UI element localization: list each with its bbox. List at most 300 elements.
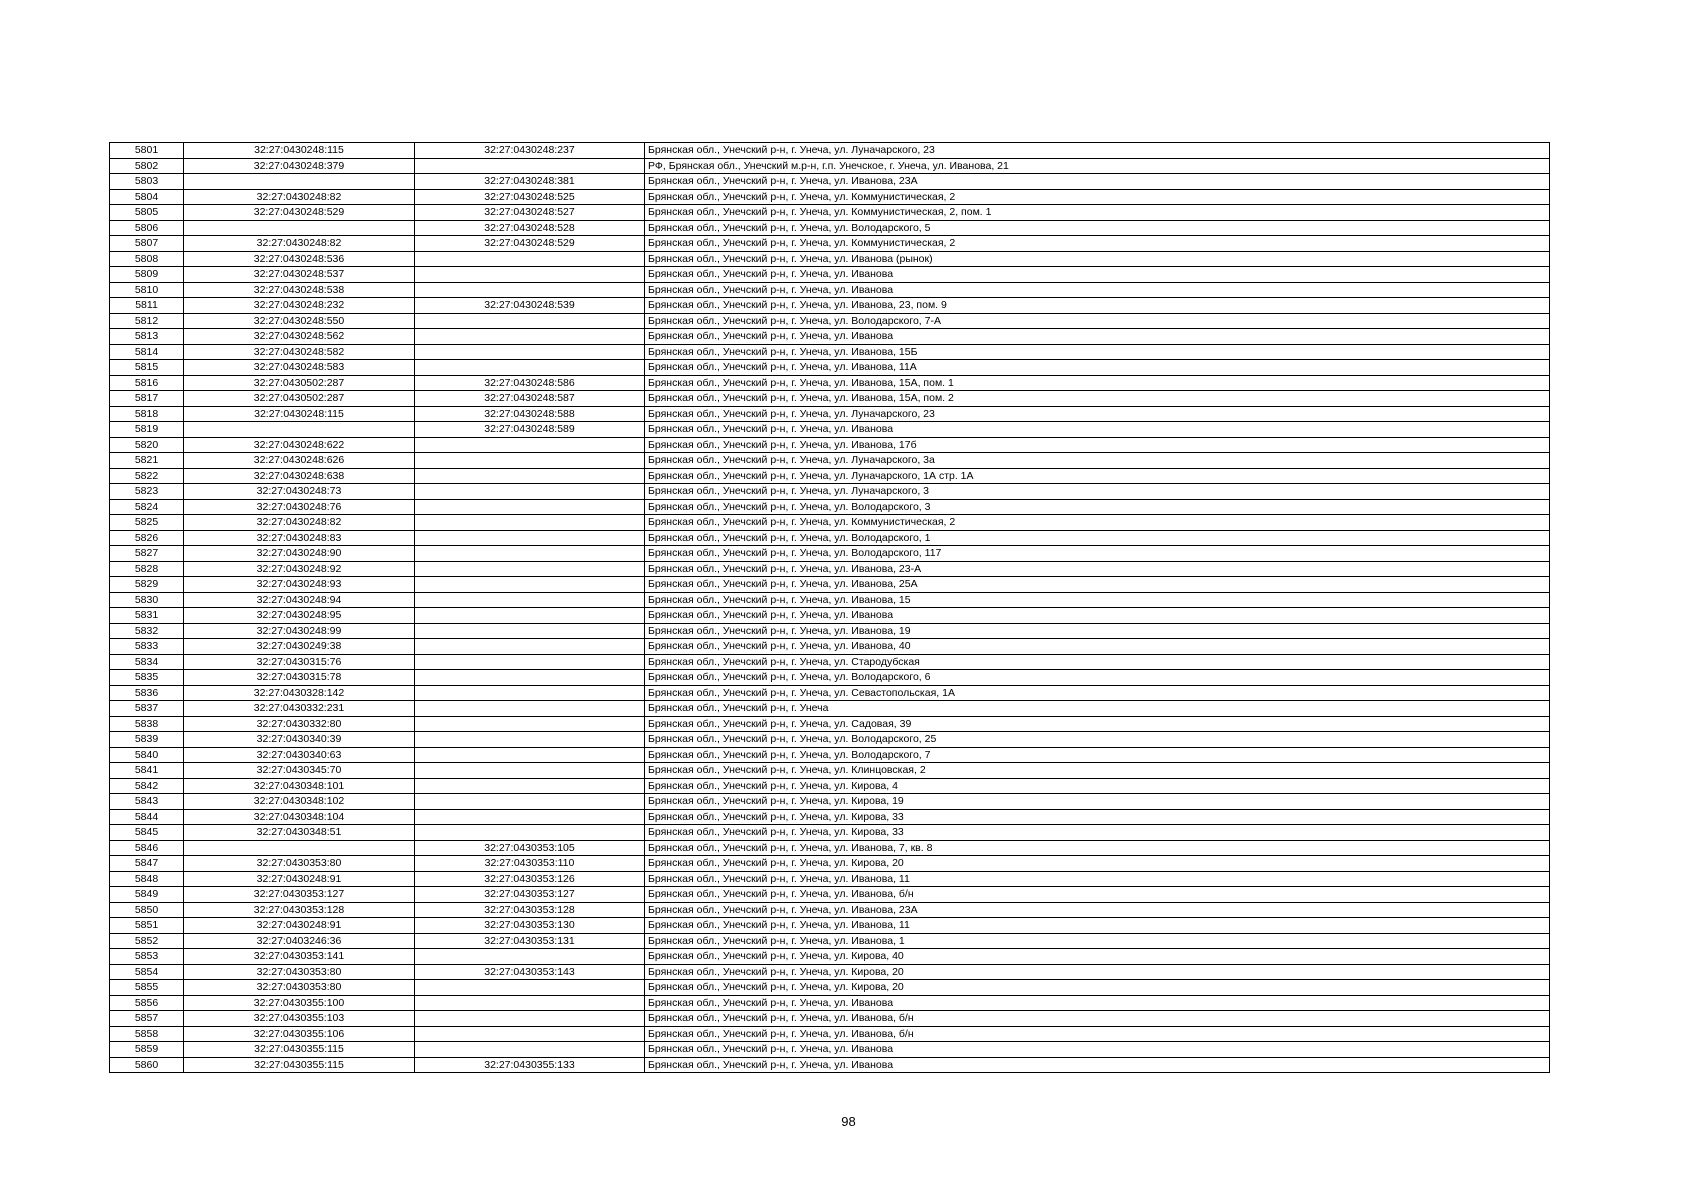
cadastral-number-cell: 32:27:0430248:82	[184, 515, 415, 531]
row-number-cell: 5815	[110, 360, 184, 376]
related-cadastral-number-cell: 32:27:0430248:529	[415, 236, 645, 252]
table-row	[110, 1042, 1550, 1058]
related-cadastral-number-cell	[415, 158, 645, 174]
table-row	[110, 298, 1550, 314]
related-cadastral-number-cell: 32:27:0430355:133	[415, 1057, 645, 1073]
cadastral-number-cell	[184, 174, 415, 190]
table-row	[110, 639, 1550, 655]
cadastral-number-cell: 32:27:0403246:36	[184, 933, 415, 949]
address-cell: Брянская обл., Унечский р-н, г. Унеча, ул. Иванова, б/н	[645, 1011, 1550, 1027]
address-cell: Брянская обл., Унечский р-н, г. Унеча, ул. Иванова, б/н	[645, 887, 1550, 903]
row-number-cell: 5823	[110, 484, 184, 500]
cadastral-number-cell: 32:27:0430248:115	[184, 143, 415, 159]
address-cell: Брянская обл., Унечский р-н, г. Унеча, ул. Володарского, 25	[645, 732, 1550, 748]
cadastral-number-cell: 32:27:0430348:51	[184, 825, 415, 841]
cadastral-number-cell: 32:27:0430340:63	[184, 747, 415, 763]
row-number-cell: 5842	[110, 778, 184, 794]
table-row	[110, 747, 1550, 763]
row-number-cell: 5849	[110, 887, 184, 903]
related-cadastral-number-cell	[415, 1011, 645, 1027]
row-number-cell: 5825	[110, 515, 184, 531]
address-cell: Брянская обл., Унечский р-н, г. Унеча, ул. Иванова, 15А, пом. 2	[645, 391, 1550, 407]
address-cell: Брянская обл., Унечский р-н, г. Унеча, ул. Севастопольская, 1А	[645, 685, 1550, 701]
table-row	[110, 205, 1550, 221]
row-number-cell: 5831	[110, 608, 184, 624]
address-cell: Брянская обл., Унечский р-н, г. Унеча, ул. Володарского, 117	[645, 546, 1550, 562]
table-row	[110, 499, 1550, 515]
cadastral-number-cell: 32:27:0430353:80	[184, 964, 415, 980]
cadastral-number-cell: 32:27:0430502:287	[184, 391, 415, 407]
cadastral-number-cell: 32:27:0430248:537	[184, 267, 415, 283]
table-row	[110, 329, 1550, 345]
related-cadastral-number-cell	[415, 980, 645, 996]
row-number-cell: 5824	[110, 499, 184, 515]
related-cadastral-number-cell: 32:27:0430248:525	[415, 189, 645, 205]
row-number-cell: 5809	[110, 267, 184, 283]
address-cell: Брянская обл., Унечский р-н, г. Унеча, ул. Иванова, 25А	[645, 577, 1550, 593]
table-row	[110, 871, 1550, 887]
cadastral-number-cell: 32:27:0430248:91	[184, 918, 415, 934]
address-cell: Брянская обл., Унечский р-н, г. Унеча, ул. Иванова, 23А	[645, 902, 1550, 918]
cadastral-number-cell: 32:27:0430348:104	[184, 809, 415, 825]
registry-table	[109, 142, 1550, 1073]
related-cadastral-number-cell	[415, 701, 645, 717]
cadastral-number-cell: 32:27:0430248:76	[184, 499, 415, 515]
address-cell: Брянская обл., Унечский р-н, г. Унеча, ул. Володарского, 7	[645, 747, 1550, 763]
table-row	[110, 189, 1550, 205]
table-row	[110, 251, 1550, 267]
related-cadastral-number-cell	[415, 670, 645, 686]
table-row	[110, 794, 1550, 810]
table-row	[110, 530, 1550, 546]
related-cadastral-number-cell	[415, 329, 645, 345]
address-cell: Брянская обл., Унечский р-н, г. Унеча, ул. Иванова (рынок)	[645, 251, 1550, 267]
table-row	[110, 608, 1550, 624]
cadastral-number-cell: 32:27:0430248:82	[184, 189, 415, 205]
row-number-cell: 5850	[110, 902, 184, 918]
row-number-cell: 5841	[110, 763, 184, 779]
address-cell: Брянская обл., Унечский р-н, г. Унеча, ул. Иванова, 11А	[645, 360, 1550, 376]
address-cell: Брянская обл., Унечский р-н, г. Унеча, ул. Иванова	[645, 1042, 1550, 1058]
related-cadastral-number-cell: 32:27:0430248:527	[415, 205, 645, 221]
address-cell: Брянская обл., Унечский р-н, г. Унеча, ул. Кирова, 33	[645, 825, 1550, 841]
cadastral-number-cell: 32:27:0430345:70	[184, 763, 415, 779]
cadastral-number-cell: 32:27:0430248:99	[184, 623, 415, 639]
address-cell: Брянская обл., Унечский р-н, г. Унеча, ул. Иванова, 40	[645, 639, 1550, 655]
related-cadastral-number-cell: 32:27:0430248:528	[415, 220, 645, 236]
table-row	[110, 623, 1550, 639]
cadastral-number-cell: 32:27:0430248:379	[184, 158, 415, 174]
table-row	[110, 809, 1550, 825]
cadastral-number-cell: 32:27:0430315:76	[184, 654, 415, 670]
row-number-cell: 5828	[110, 561, 184, 577]
cadastral-number-cell: 32:27:0430248:638	[184, 468, 415, 484]
address-cell: Брянская обл., Унечский р-н, г. Унеча, ул. Луначарского, 3а	[645, 453, 1550, 469]
related-cadastral-number-cell	[415, 251, 645, 267]
table-row	[110, 685, 1550, 701]
cadastral-number-cell: 32:27:0430248:626	[184, 453, 415, 469]
related-cadastral-number-cell	[415, 561, 645, 577]
table-row	[110, 468, 1550, 484]
cadastral-number-cell: 32:27:0430355:106	[184, 1026, 415, 1042]
row-number-cell: 5845	[110, 825, 184, 841]
table-row	[110, 964, 1550, 980]
related-cadastral-number-cell	[415, 313, 645, 329]
row-number-cell: 5854	[110, 964, 184, 980]
related-cadastral-number-cell: 32:27:0430248:586	[415, 375, 645, 391]
cadastral-number-cell: 32:27:0430355:115	[184, 1042, 415, 1058]
table-row	[110, 360, 1550, 376]
table-row	[110, 174, 1550, 190]
related-cadastral-number-cell	[415, 794, 645, 810]
related-cadastral-number-cell	[415, 763, 645, 779]
table-row	[110, 313, 1550, 329]
row-number-cell: 5839	[110, 732, 184, 748]
table-row	[110, 267, 1550, 283]
row-number-cell: 5851	[110, 918, 184, 934]
cadastral-number-cell: 32:27:0430355:100	[184, 995, 415, 1011]
related-cadastral-number-cell	[415, 1042, 645, 1058]
row-number-cell: 5834	[110, 654, 184, 670]
table-row	[110, 654, 1550, 670]
table-row	[110, 592, 1550, 608]
table-row	[110, 1026, 1550, 1042]
row-number-cell: 5804	[110, 189, 184, 205]
table-row	[110, 980, 1550, 996]
table-row	[110, 437, 1550, 453]
table-row	[110, 515, 1550, 531]
row-number-cell: 5848	[110, 871, 184, 887]
related-cadastral-number-cell: 32:27:0430353:128	[415, 902, 645, 918]
address-cell: Брянская обл., Унечский р-н, г. Унеча, ул. Иванова, 23А	[645, 174, 1550, 190]
cadastral-number-cell: 32:27:0430348:101	[184, 778, 415, 794]
row-number-cell: 5843	[110, 794, 184, 810]
row-number-cell: 5810	[110, 282, 184, 298]
table-row	[110, 716, 1550, 732]
related-cadastral-number-cell: 32:27:0430248:237	[415, 143, 645, 159]
cadastral-number-cell: 32:27:0430249:38	[184, 639, 415, 655]
cadastral-number-cell	[184, 840, 415, 856]
related-cadastral-number-cell	[415, 592, 645, 608]
address-cell: Брянская обл., Унечский р-н, г. Унеча, ул. Иванова, 23, пом. 9	[645, 298, 1550, 314]
related-cadastral-number-cell	[415, 1026, 645, 1042]
cadastral-number-cell	[184, 220, 415, 236]
related-cadastral-number-cell	[415, 778, 645, 794]
cadastral-number-cell: 32:27:0430248:550	[184, 313, 415, 329]
table-row	[110, 840, 1550, 856]
address-cell: Брянская обл., Унечский р-н, г. Унеча, ул. Иванова, 15	[645, 592, 1550, 608]
related-cadastral-number-cell	[415, 608, 645, 624]
table-row	[110, 1057, 1550, 1073]
related-cadastral-number-cell	[415, 685, 645, 701]
row-number-cell: 5819	[110, 422, 184, 438]
row-number-cell: 5833	[110, 639, 184, 655]
address-cell: Брянская обл., Унечский р-н, г. Унеча, ул. Иванова, 15А, пом. 1	[645, 375, 1550, 391]
table-row	[110, 887, 1550, 903]
cadastral-number-cell: 32:27:0430248:91	[184, 871, 415, 887]
address-cell: Брянская обл., Унечский р-н, г. Унеча, ул. Кирова, 4	[645, 778, 1550, 794]
address-cell: Брянская обл., Унечский р-н, г. Унеча, ул. Иванова, 1	[645, 933, 1550, 949]
row-number-cell: 5830	[110, 592, 184, 608]
cadastral-number-cell: 32:27:0430353:141	[184, 949, 415, 965]
related-cadastral-number-cell	[415, 546, 645, 562]
address-cell: Брянская обл., Унечский р-н, г. Унеча, ул. Коммунистическая, 2	[645, 189, 1550, 205]
table-row	[110, 670, 1550, 686]
related-cadastral-number-cell: 32:27:0430248:589	[415, 422, 645, 438]
table-row	[110, 561, 1550, 577]
cadastral-number-cell: 32:27:0430328:142	[184, 685, 415, 701]
address-cell: Брянская обл., Унечский р-н, г. Унеча	[645, 701, 1550, 717]
row-number-cell: 5814	[110, 344, 184, 360]
related-cadastral-number-cell: 32:27:0430353:105	[415, 840, 645, 856]
table-row	[110, 282, 1550, 298]
registry-table-body	[110, 143, 1550, 1073]
related-cadastral-number-cell	[415, 282, 645, 298]
cadastral-number-cell: 32:27:0430348:102	[184, 794, 415, 810]
address-cell: РФ, Брянская обл., Унечский м.р-н, г.п. Унечское, г. Унеча, ул. Иванова, 21	[645, 158, 1550, 174]
address-cell: Брянская обл., Унечский р-н, г. Унеча, ул. Иванова	[645, 267, 1550, 283]
address-cell: Брянская обл., Унечский р-н, г. Унеча, ул. Луначарского, 23	[645, 143, 1550, 159]
table-row	[110, 995, 1550, 1011]
related-cadastral-number-cell: 32:27:0430353:131	[415, 933, 645, 949]
cadastral-number-cell: 32:27:0430353:127	[184, 887, 415, 903]
cadastral-number-cell: 32:27:0430248:622	[184, 437, 415, 453]
row-number-cell: 5835	[110, 670, 184, 686]
row-number-cell: 5808	[110, 251, 184, 267]
address-cell: Брянская обл., Унечский р-н, г. Унеча, ул. Иванова	[645, 608, 1550, 624]
table-row	[110, 856, 1550, 872]
address-cell: Брянская обл., Унечский р-н, г. Унеча, ул. Иванова, 11	[645, 918, 1550, 934]
related-cadastral-number-cell: 32:27:0430248:539	[415, 298, 645, 314]
related-cadastral-number-cell: 32:27:0430248:381	[415, 174, 645, 190]
address-cell: Брянская обл., Унечский р-н, г. Унеча, ул. Иванова	[645, 282, 1550, 298]
table-row	[110, 375, 1550, 391]
related-cadastral-number-cell	[415, 437, 645, 453]
row-number-cell: 5844	[110, 809, 184, 825]
row-number-cell: 5857	[110, 1011, 184, 1027]
related-cadastral-number-cell	[415, 360, 645, 376]
table-row	[110, 236, 1550, 252]
table-row	[110, 422, 1550, 438]
table-row	[110, 918, 1550, 934]
related-cadastral-number-cell	[415, 639, 645, 655]
related-cadastral-number-cell	[415, 530, 645, 546]
row-number-cell: 5801	[110, 143, 184, 159]
cadastral-number-cell: 32:27:0430248:82	[184, 236, 415, 252]
related-cadastral-number-cell	[415, 267, 645, 283]
related-cadastral-number-cell	[415, 825, 645, 841]
related-cadastral-number-cell: 32:27:0430353:143	[415, 964, 645, 980]
address-cell: Брянская обл., Унечский р-н, г. Унеча, ул. Кирова, 40	[645, 949, 1550, 965]
cadastral-number-cell: 32:27:0430502:287	[184, 375, 415, 391]
address-cell: Брянская обл., Унечский р-н, г. Унеча, ул. Иванова, 19	[645, 623, 1550, 639]
related-cadastral-number-cell	[415, 747, 645, 763]
related-cadastral-number-cell	[415, 484, 645, 500]
table-row	[110, 577, 1550, 593]
related-cadastral-number-cell	[415, 623, 645, 639]
cadastral-number-cell: 32:27:0430248:529	[184, 205, 415, 221]
table-row	[110, 391, 1550, 407]
row-number-cell: 5858	[110, 1026, 184, 1042]
row-number-cell: 5837	[110, 701, 184, 717]
row-number-cell: 5813	[110, 329, 184, 345]
row-number-cell: 5855	[110, 980, 184, 996]
row-number-cell: 5818	[110, 406, 184, 422]
table-row	[110, 763, 1550, 779]
related-cadastral-number-cell: 32:27:0430353:127	[415, 887, 645, 903]
table-row	[110, 732, 1550, 748]
table-row	[110, 546, 1550, 562]
cadastral-number-cell: 32:27:0430248:92	[184, 561, 415, 577]
cadastral-number-cell: 32:27:0430315:78	[184, 670, 415, 686]
address-cell: Брянская обл., Унечский р-н, г. Унеча, ул. Кирова, 33	[645, 809, 1550, 825]
address-cell: Брянская обл., Унечский р-н, г. Унеча, ул. Володарского, 1	[645, 530, 1550, 546]
row-number-cell: 5847	[110, 856, 184, 872]
table-row	[110, 143, 1550, 159]
address-cell: Брянская обл., Унечский р-н, г. Унеча, ул. Иванова, б/н	[645, 1026, 1550, 1042]
cadastral-number-cell: 32:27:0430248:95	[184, 608, 415, 624]
row-number-cell: 5840	[110, 747, 184, 763]
row-number-cell: 5807	[110, 236, 184, 252]
row-number-cell: 5811	[110, 298, 184, 314]
address-cell: Брянская обл., Унечский р-н, г. Унеча, ул. Коммунистическая, 2	[645, 236, 1550, 252]
address-cell: Брянская обл., Унечский р-н, г. Унеча, ул. Володарского, 5	[645, 220, 1550, 236]
row-number-cell: 5821	[110, 453, 184, 469]
table-row	[110, 825, 1550, 841]
row-number-cell: 5817	[110, 391, 184, 407]
address-cell: Брянская обл., Унечский р-н, г. Унеча, ул. Иванова	[645, 1057, 1550, 1073]
address-cell: Брянская обл., Унечский р-н, г. Унеча, ул. Кирова, 20	[645, 964, 1550, 980]
row-number-cell: 5860	[110, 1057, 184, 1073]
related-cadastral-number-cell: 32:27:0430248:588	[415, 406, 645, 422]
row-number-cell: 5853	[110, 949, 184, 965]
cadastral-number-cell: 32:27:0430248:115	[184, 406, 415, 422]
table-row	[110, 1011, 1550, 1027]
related-cadastral-number-cell	[415, 453, 645, 469]
row-number-cell: 5838	[110, 716, 184, 732]
related-cadastral-number-cell	[415, 732, 645, 748]
cadastral-number-cell: 32:27:0430355:103	[184, 1011, 415, 1027]
row-number-cell: 5803	[110, 174, 184, 190]
cadastral-number-cell: 32:27:0430340:39	[184, 732, 415, 748]
cadastral-number-cell: 32:27:0430353:80	[184, 980, 415, 996]
cadastral-number-cell: 32:27:0430353:128	[184, 902, 415, 918]
row-number-cell: 5832	[110, 623, 184, 639]
table-row	[110, 158, 1550, 174]
address-cell: Брянская обл., Унечский р-н, г. Унеча, ул. Луначарского, 23	[645, 406, 1550, 422]
related-cadastral-number-cell: 32:27:0430248:587	[415, 391, 645, 407]
row-number-cell: 5852	[110, 933, 184, 949]
cadastral-number-cell: 32:27:0430248:93	[184, 577, 415, 593]
address-cell: Брянская обл., Унечский р-н, г. Унеча, ул. Володарского, 6	[645, 670, 1550, 686]
row-number-cell: 5802	[110, 158, 184, 174]
row-number-cell: 5805	[110, 205, 184, 221]
cadastral-number-cell: 32:27:0430332:231	[184, 701, 415, 717]
cadastral-number-cell: 32:27:0430248:538	[184, 282, 415, 298]
table-row	[110, 484, 1550, 500]
related-cadastral-number-cell	[415, 809, 645, 825]
row-number-cell: 5820	[110, 437, 184, 453]
table-row	[110, 701, 1550, 717]
table-row	[110, 933, 1550, 949]
row-number-cell: 5859	[110, 1042, 184, 1058]
related-cadastral-number-cell	[415, 949, 645, 965]
related-cadastral-number-cell	[415, 468, 645, 484]
cadastral-number-cell: 32:27:0430353:80	[184, 856, 415, 872]
address-cell: Брянская обл., Унечский р-н, г. Унеча, ул. Коммунистическая, 2	[645, 515, 1550, 531]
address-cell: Брянская обл., Унечский р-н, г. Унеча, ул. Стародубская	[645, 654, 1550, 670]
cadastral-number-cell	[184, 422, 415, 438]
related-cadastral-number-cell	[415, 515, 645, 531]
address-cell: Брянская обл., Унечский р-н, г. Унеча, ул. Луначарского, 3	[645, 484, 1550, 500]
related-cadastral-number-cell	[415, 577, 645, 593]
address-cell: Брянская обл., Унечский р-н, г. Унеча, ул. Володарского, 3	[645, 499, 1550, 515]
cadastral-number-cell: 32:27:0430332:80	[184, 716, 415, 732]
table-row	[110, 344, 1550, 360]
cadastral-number-cell: 32:27:0430248:536	[184, 251, 415, 267]
row-number-cell: 5836	[110, 685, 184, 701]
table-row	[110, 778, 1550, 794]
row-number-cell: 5827	[110, 546, 184, 562]
address-cell: Брянская обл., Унечский р-н, г. Унеча, ул. Садовая, 39	[645, 716, 1550, 732]
address-cell: Брянская обл., Унечский р-н, г. Унеча, ул. Иванова, 17б	[645, 437, 1550, 453]
table-row	[110, 453, 1550, 469]
address-cell: Брянская обл., Унечский р-н, г. Унеча, ул. Кирова, 20	[645, 856, 1550, 872]
address-cell: Брянская обл., Унечский р-н, г. Унеча, ул. Иванова, 23-А	[645, 561, 1550, 577]
row-number-cell: 5822	[110, 468, 184, 484]
address-cell: Брянская обл., Унечский р-н, г. Унеча, ул. Коммунистическая, 2, пом. 1	[645, 205, 1550, 221]
cadastral-number-cell: 32:27:0430248:582	[184, 344, 415, 360]
cadastral-number-cell: 32:27:0430248:232	[184, 298, 415, 314]
cadastral-number-cell: 32:27:0430248:90	[184, 546, 415, 562]
cadastral-number-cell: 32:27:0430248:562	[184, 329, 415, 345]
row-number-cell: 5816	[110, 375, 184, 391]
related-cadastral-number-cell	[415, 499, 645, 515]
address-cell: Брянская обл., Унечский р-н, г. Унеча, ул. Иванова, 11	[645, 871, 1550, 887]
address-cell: Брянская обл., Унечский р-н, г. Унеча, ул. Володарского, 7-А	[645, 313, 1550, 329]
row-number-cell: 5829	[110, 577, 184, 593]
related-cadastral-number-cell	[415, 716, 645, 732]
row-number-cell: 5806	[110, 220, 184, 236]
page-number: 98	[841, 1114, 856, 1129]
address-cell: Брянская обл., Унечский р-н, г. Унеча, ул. Иванова	[645, 422, 1550, 438]
table-row	[110, 902, 1550, 918]
row-number-cell: 5856	[110, 995, 184, 1011]
address-cell: Брянская обл., Унечский р-н, г. Унеча, ул. Клинцовская, 2	[645, 763, 1550, 779]
address-cell: Брянская обл., Унечский р-н, г. Унеча, ул. Иванова	[645, 995, 1550, 1011]
row-number-cell: 5812	[110, 313, 184, 329]
related-cadastral-number-cell	[415, 344, 645, 360]
address-cell: Брянская обл., Унечский р-н, г. Унеча, ул. Кирова, 19	[645, 794, 1550, 810]
row-number-cell: 5846	[110, 840, 184, 856]
table-row	[110, 220, 1550, 236]
cadastral-number-cell: 32:27:0430248:73	[184, 484, 415, 500]
address-cell: Брянская обл., Унечский р-н, г. Унеча, ул. Кирова, 20	[645, 980, 1550, 996]
cadastral-number-cell: 32:27:0430248:83	[184, 530, 415, 546]
related-cadastral-number-cell	[415, 654, 645, 670]
related-cadastral-number-cell: 32:27:0430353:110	[415, 856, 645, 872]
address-cell: Брянская обл., Унечский р-н, г. Унеча, ул. Иванова	[645, 329, 1550, 345]
cadastral-number-cell: 32:27:0430248:94	[184, 592, 415, 608]
table-row	[110, 949, 1550, 965]
related-cadastral-number-cell: 32:27:0430353:130	[415, 918, 645, 934]
related-cadastral-number-cell	[415, 995, 645, 1011]
row-number-cell: 5826	[110, 530, 184, 546]
related-cadastral-number-cell: 32:27:0430353:126	[415, 871, 645, 887]
address-cell: Брянская обл., Унечский р-н, г. Унеча, ул. Луначарского, 1А стр. 1А	[645, 468, 1550, 484]
cadastral-number-cell: 32:27:0430355:115	[184, 1057, 415, 1073]
table-row	[110, 406, 1550, 422]
